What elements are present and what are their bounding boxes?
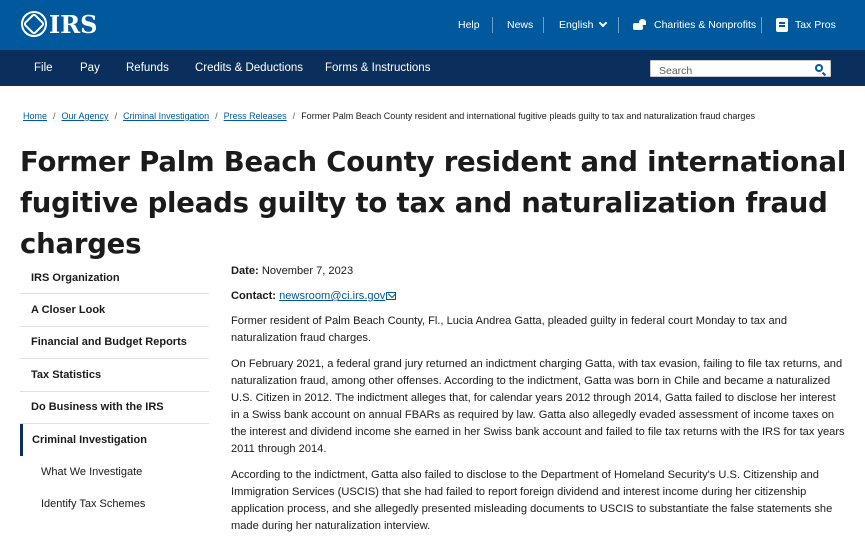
article-paragraph: Former resident of Palm Beach County, Fl., Lucia Andrea Gatta, pleaded guilty in federal court Monday to tax and naturalization fraud charges. <box>231 315 788 344</box>
search-input[interactable] <box>651 64 801 79</box>
contact-email-link[interactable]: newsroom@ci.irs.gov <box>279 290 386 302</box>
divider <box>492 17 493 33</box>
sidebar-item-criminal-investigation[interactable]: Criminal Investigation <box>20 424 209 456</box>
article-date <box>231 263 846 280</box>
sidebar-subitem-identify-tax-schemes[interactable]: Identify Tax Schemes <box>41 498 146 511</box>
nav-refunds[interactable]: Refunds <box>126 62 169 74</box>
hand-heart-icon <box>633 19 648 31</box>
contact-label: Contact: <box>231 290 276 302</box>
sidebar-item-do-business[interactable]: Do Business with the IRS <box>20 392 209 424</box>
eagle-icon <box>21 11 47 37</box>
language-label: English <box>559 19 594 31</box>
date-label: Date: <box>231 265 259 277</box>
sidebar-item-a-closer-look[interactable]: A Closer Look <box>20 294 209 326</box>
language-selector[interactable] <box>559 0 606 50</box>
sidebar <box>20 262 209 520</box>
sidebar-item-financial-budget-reports[interactable]: Financial and Budget Reports <box>20 327 209 359</box>
nav-credits-deductions[interactable]: Credits & Deductions <box>195 62 304 74</box>
date-value: November 7, 2023 <box>261 265 354 277</box>
help-link[interactable]: Help <box>458 19 480 31</box>
sidebar-subitem-what-we-investigate[interactable]: What We Investigate <box>41 466 143 479</box>
charities-nonprofits-link[interactable] <box>633 0 756 50</box>
page-title: Former Palm Beach County resident and international fugitive pleads guilty to tax and naturalization fraud charges <box>20 146 847 260</box>
breadcrumb-home[interactable]: Home <box>23 111 48 121</box>
top-bar <box>0 0 865 50</box>
divider <box>543 17 544 33</box>
article-content <box>231 262 846 544</box>
logo-text: IRS <box>49 9 98 39</box>
divider <box>618 17 619 33</box>
search-icon[interactable] <box>815 64 823 72</box>
search-box <box>650 60 831 77</box>
article-contact <box>231 288 846 305</box>
nav-pay[interactable]: Pay <box>80 62 100 74</box>
chevron-down-icon <box>599 19 607 27</box>
breadcrumb <box>23 110 755 122</box>
envelope-icon <box>386 292 396 300</box>
document-icon <box>776 18 788 32</box>
breadcrumb-press-releases[interactable]: Press Releases <box>223 111 287 121</box>
article-paragraph: On February 2021, a federal grand jury returned an indictment charging Gatta, with tax evasion, failing to file tax returns, and naturalization fraud, among other offenses. According to the indictment, Gatta was born in Chile and became a naturalized U.S. Citizen in 2012. The indictment alleges that, for calendar years 2012 through 2014, Gatta failed to disclose her interest in a Swiss bank account on annual FBARs as required by law. Gatta also allegedly evaded assessment of income taxes on the interest and dividend income she earned in her Swiss bank account and failed to file tax returns with the IRS for tax years 2011 through 2014. <box>231 358 845 455</box>
sidebar-item-irs-organization[interactable]: IRS Organization <box>20 262 209 294</box>
news-link[interactable]: News <box>507 19 534 31</box>
nav-forms-instructions[interactable]: Forms & Instructions <box>325 62 431 74</box>
breadcrumb-our-agency[interactable]: Our Agency <box>61 111 109 121</box>
breadcrumb-separator: / <box>292 111 296 121</box>
nav-file[interactable]: File <box>34 62 53 74</box>
tax-pros-label: Tax Pros <box>795 19 836 31</box>
charities-label: Charities & Nonprofits <box>654 19 757 31</box>
breadcrumb-current: Former Palm Beach County resident and international fugitive pleads guilty to tax and naturalization fraud charges <box>301 111 755 121</box>
breadcrumb-separator: / <box>114 111 118 121</box>
article-paragraph: According to the indictment, Gatta also failed to disclose to the Department of Homeland Security's U.S. Citizenship and Immigration Services (USCIS) that she had failed to report foreign dividend and interest income during her citizenship application process, and she allegedly presented misleading documents to USCIS to substantiate the false statements she made during her naturalization interview. <box>231 469 833 532</box>
sidebar-item-tax-statistics[interactable]: Tax Statistics <box>20 359 209 391</box>
breadcrumb-separator: / <box>53 111 56 121</box>
divider <box>761 17 762 33</box>
irs-logo[interactable] <box>21 10 98 38</box>
breadcrumb-separator: / <box>215 111 218 121</box>
tax-pros-link[interactable] <box>776 0 836 50</box>
breadcrumb-criminal-investigation[interactable]: Criminal Investigation <box>123 111 210 121</box>
